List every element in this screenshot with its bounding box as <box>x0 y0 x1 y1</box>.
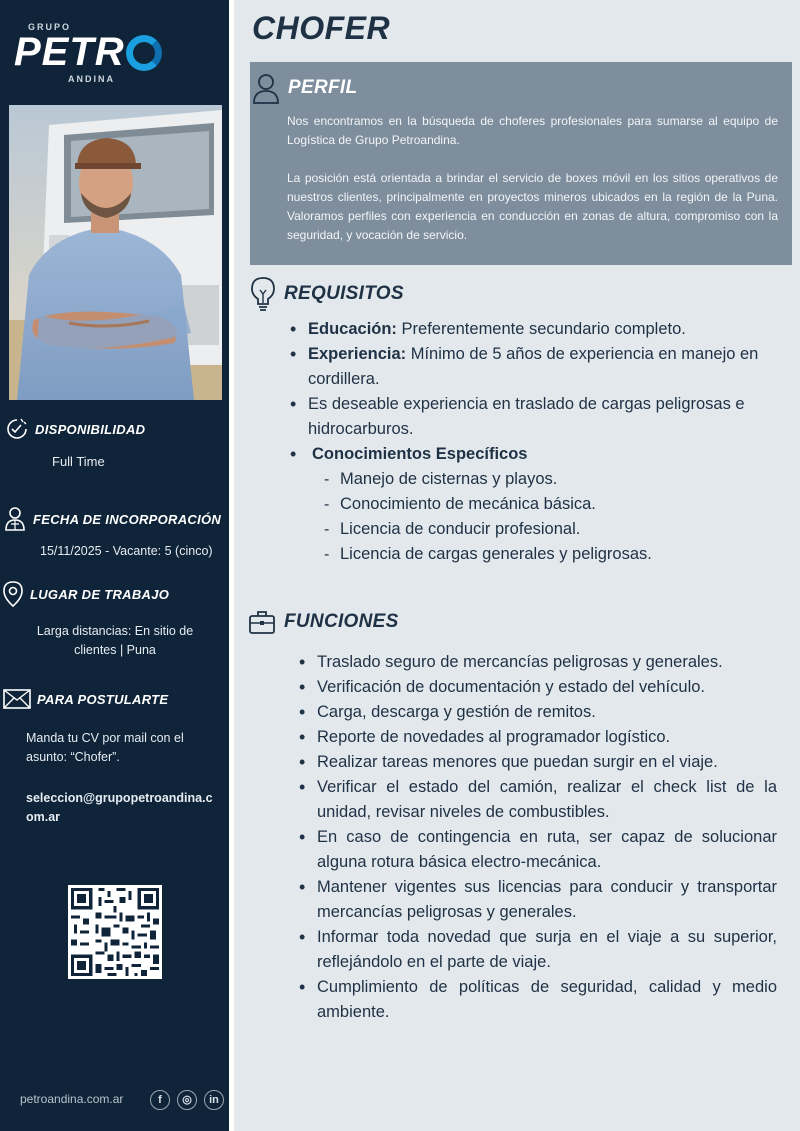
funciones-heading <box>248 609 399 635</box>
clock-check-icon <box>5 417 29 441</box>
educacion-label: Educación: <box>308 320 397 338</box>
linkedin-icon[interactable]: in <box>204 1090 224 1110</box>
list-item <box>286 442 782 567</box>
lugar-value: Larga distancias: En sitio de clientes | Puna <box>36 624 194 657</box>
list-item: • Carga, descarga y gestión de remitos. <box>295 700 777 725</box>
user-icon <box>252 72 280 104</box>
list-item <box>286 342 782 392</box>
footer-website-link[interactable]: petroandina.com.ar <box>20 1092 124 1106</box>
logo-andina-text: ANDINA <box>68 74 115 84</box>
logo-petro-text: PETR <box>14 30 125 74</box>
list-item: • Reporte de novedades al programador logístico. <box>295 725 777 750</box>
company-logo <box>14 22 174 88</box>
postular-instructions: Manda tu CV por mail con el asunto: “Chofer”. <box>26 731 184 764</box>
funciones-list <box>295 650 777 1025</box>
perfil-heading <box>252 72 357 104</box>
list-item: • Traslado seguro de mercancías peligrosas y generales. <box>295 650 777 675</box>
perfil-label: PERFIL <box>288 77 358 98</box>
list-item <box>286 317 782 342</box>
fecha-heading <box>3 506 221 532</box>
conocimientos-label: Conocimientos Específicos <box>312 445 528 463</box>
lightbulb-icon <box>250 276 276 312</box>
sidebar <box>0 0 232 1131</box>
logo-ring-icon <box>126 35 162 71</box>
list-item: • Informar toda novedad que surja en el viaje a su superior, reflejándolo en el parte de viaje. <box>295 925 777 975</box>
perfil-paragraph-1: Nos encontramos en la búsqueda de choferes profesionales para sumarse al equipo de Logística de Grupo Petroandina. <box>287 114 778 147</box>
conocimientos-sublist <box>324 467 782 567</box>
perfil-section <box>250 62 792 265</box>
requisitos-label: REQUISITOS <box>284 283 404 304</box>
postular-heading <box>3 689 168 709</box>
postular-label: PARA POSTULARTE <box>37 691 169 707</box>
application-email-link[interactable]: seleccion@grupopetroandina.com.ar <box>26 791 213 824</box>
fecha-label: FECHA DE INCORPORACIÓN <box>33 511 222 527</box>
list-item: - Conocimiento de mecánica básica. <box>324 492 782 517</box>
disponibilidad-label: DISPONIBILIDAD <box>35 421 146 437</box>
qr-code[interactable] <box>68 885 162 979</box>
location-pin-icon <box>2 580 24 608</box>
list-item: • Verificación de documentación y estado del vehículo. <box>295 675 777 700</box>
disponibilidad-value: Full Time <box>52 454 105 469</box>
list-item: • En caso de contingencia en ruta, ser capaz de solucionar alguna rotura básica electro-mecánica. <box>295 825 777 875</box>
briefcase-icon <box>248 609 276 635</box>
list-item: - Licencia de cargas generales y peligrosas. <box>324 542 782 567</box>
educacion-value: Preferentemente secundario completo. <box>396 320 686 338</box>
requisitos-heading <box>250 276 404 312</box>
driver-photo <box>9 105 222 400</box>
logo-grupo-text: GRUPO <box>28 22 72 32</box>
instagram-icon[interactable]: ◎ <box>177 1090 197 1110</box>
perfil-paragraph-2: La posición está orientada a brindar el servicio de boxes móvil en los sitios operativos de nuestros clientes, principalmente en proyectos mineros ubicados en la región de la Puna. Valoramos perfiles con experiencia en conducción en zonas de altura, compromiso con la seguridad, y vocación de servicio. <box>287 171 778 242</box>
list-item: • Mantener vigentes sus licencias para conducir y transportar mercancías peligrosas y generales. <box>295 875 777 925</box>
list-item: • Realizar tareas menores que puedan surgir en el viaje. <box>295 750 777 775</box>
lugar-label: LUGAR DE TRABAJO <box>30 586 170 602</box>
list-item: - Licencia de conducir profesional. <box>324 517 782 542</box>
lugar-heading <box>2 580 169 608</box>
list-item: • Cumplimiento de políticas de seguridad, calidad y medio ambiente. <box>295 975 777 1025</box>
requisitos-list <box>286 317 782 567</box>
funciones-label: FUNCIONES <box>284 611 399 632</box>
envelope-icon <box>3 689 31 709</box>
list-item: • Verificar el estado del camión, realizar el check list de la unidad, revisar niveles de combustibles. <box>295 775 777 825</box>
list-item: • Es deseable experiencia en traslado de cargas peligrosas e hidrocarburos. <box>286 392 782 442</box>
person-icon <box>3 506 27 532</box>
experiencia-value: Mínimo de 5 años de experiencia en manejo en cordillera. <box>308 345 759 388</box>
fecha-value: 15/11/2025 - Vacante: 5 (cinco) <box>40 544 213 558</box>
page-title: CHOFER <box>252 10 391 46</box>
main-content <box>234 0 800 1131</box>
experiencia-label: Experiencia: <box>308 345 407 363</box>
facebook-icon[interactable]: f <box>150 1090 170 1110</box>
list-item: - Manejo de cisternas y playos. <box>324 467 782 492</box>
disponibilidad-heading <box>5 417 145 441</box>
